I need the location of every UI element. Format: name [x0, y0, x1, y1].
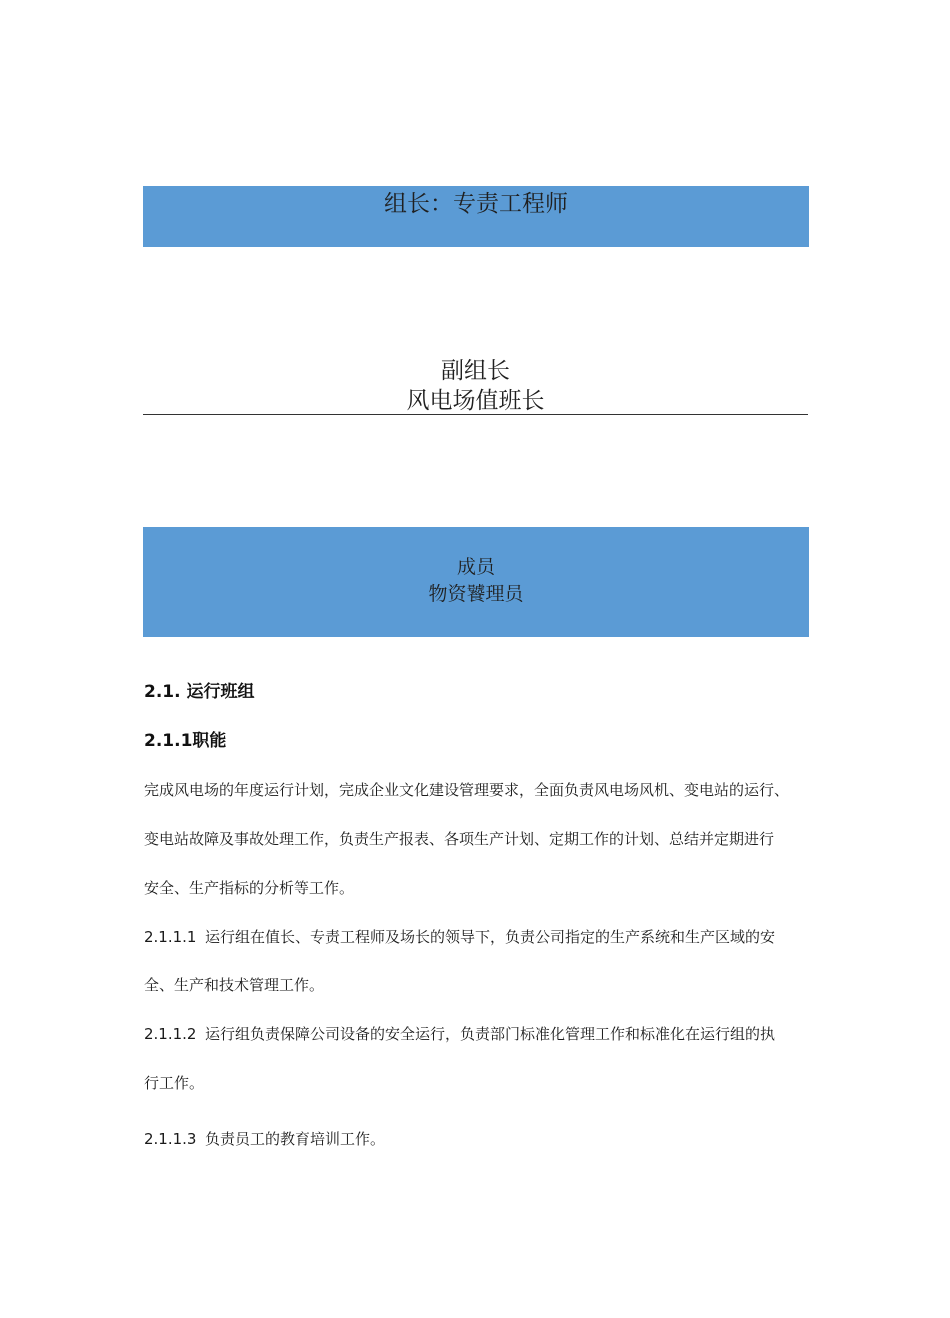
deputy-role: 风电场值班长	[406, 388, 545, 414]
members-title: 成员	[456, 556, 495, 578]
members-role: 物资饕理员	[428, 583, 524, 605]
deputy-title: 副组长	[441, 358, 510, 384]
leader-title: 组长：专责工程师	[384, 191, 568, 217]
section-number: 2.1.	[144, 682, 181, 702]
intro-line-1: 完成风电场的年度运行计划，完成企业文化建设管理要求，全面负责风电场风机、变电站的运行、	[144, 781, 790, 799]
section-heading-2-1-1	[144, 729, 226, 753]
item-2-1-1-2-line-1	[144, 1022, 824, 1046]
item-2-1-1-1-line-1	[144, 925, 824, 949]
members-box	[143, 527, 809, 637]
item-text: 运行组负责保障公司设备的安全运行，负责部门标准化管理工作和标准化在运行组的执	[205, 1025, 776, 1043]
section-title: 运行班组	[186, 682, 255, 702]
item-text: 运行组在值长、专责工程师及场长的领导下，负责公司指定的生产系统和生产区域的安	[205, 928, 776, 946]
item-2-1-1-3-line-1	[144, 1127, 824, 1151]
deputy-block	[143, 356, 808, 415]
intro-line-2: 变电站故障及事故处理工作，负责生产报表、各项生产计划、定期工作的计划、总结并定期进行	[144, 830, 775, 848]
item-2-1-1-2-line-2: 行工作。	[144, 1074, 205, 1092]
members-content	[143, 554, 809, 608]
section-heading-2-1	[144, 680, 255, 704]
leader-box	[143, 186, 809, 247]
intro-line-3: 安全、生产指标的分析等工作。	[144, 879, 355, 897]
section-title: 职能	[192, 731, 227, 751]
item-number: 2.1.1.3	[144, 1130, 197, 1148]
item-number: 2.1.1.2	[144, 1025, 197, 1043]
item-number: 2.1.1.1	[144, 928, 197, 946]
item-text: 负责员工的教育培训工作。	[205, 1130, 386, 1148]
item-2-1-1-1-line-2: 全、生产和技术管理工作。	[144, 976, 325, 994]
section-number: 2.1.1	[144, 731, 193, 751]
